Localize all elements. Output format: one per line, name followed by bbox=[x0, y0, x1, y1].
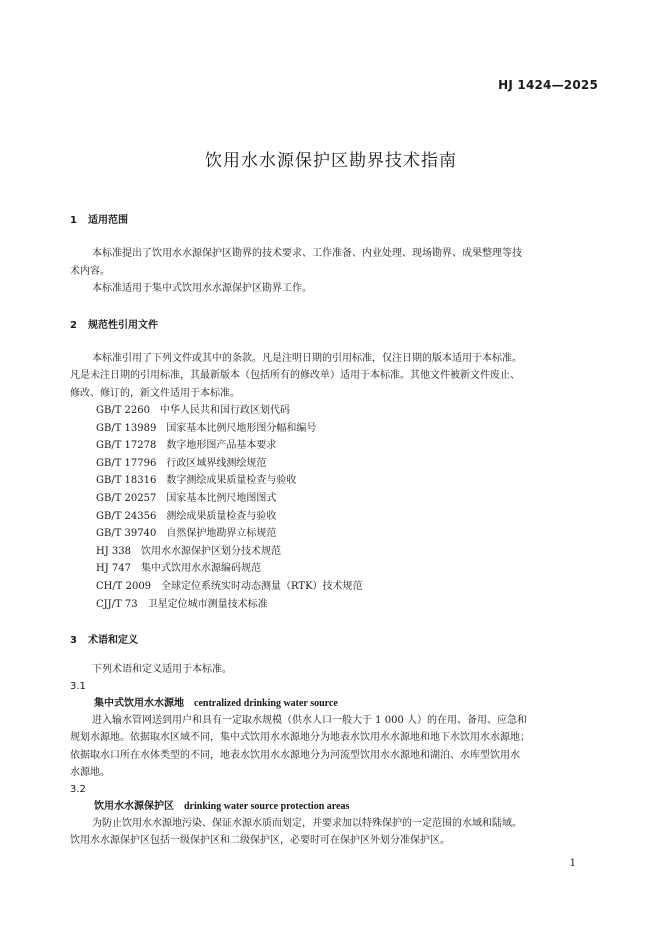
paragraph: 下列术语和定义适用于本标准。 bbox=[92, 664, 232, 676]
standard-code: HJ 1424—2025 bbox=[498, 78, 598, 92]
term-number: 3.1 bbox=[70, 680, 86, 692]
reference-code: GB/T 2260 bbox=[96, 405, 151, 416]
definition-line: 水源地。 bbox=[70, 767, 110, 779]
section-title: 术语和定义 bbox=[88, 635, 138, 647]
paragraph: 本标准适用于集中式饮用水水源保护区勘界工作。 bbox=[92, 283, 312, 294]
reference-item bbox=[96, 420, 592, 438]
section-title: 规范性引用文件 bbox=[88, 319, 158, 331]
term-heading bbox=[70, 798, 592, 815]
section-title: 适用范围 bbox=[88, 215, 128, 226]
reference-item bbox=[96, 525, 592, 543]
definition-line: 依据取水口所在水体类型的不同，地表水饮用水水源地分为河流型饮用水水源地和湖泊、水库型饮用水 bbox=[70, 749, 520, 761]
reference-name: 国家基本比例尺地形图分幅和编号 bbox=[166, 422, 317, 434]
reference-item bbox=[96, 455, 592, 473]
reference-code: GB/T 39740 bbox=[96, 528, 157, 540]
reference-code: GB/T 17796 bbox=[96, 457, 157, 469]
term-en: centralized drinking water source bbox=[194, 697, 338, 709]
paragraph-line: 本标准引用了下列文件或其中的条款。凡是注明日期的引用标准，仅注日期的版本适用于本标准。 bbox=[92, 352, 522, 364]
paragraph-line: 修改、修订的，新文件适用于本标准。 bbox=[70, 387, 240, 399]
reference-name: 全球定位系统实时动态测量（RTK）技术规范 bbox=[161, 580, 363, 592]
reference-name: 行政区域界线测绘规范 bbox=[166, 457, 267, 469]
reference-code: GB/T 24356 bbox=[96, 510, 157, 522]
reference-name: 集中式饮用水水源编码规范 bbox=[141, 563, 261, 575]
reference-name: 数字地形图产品基本要求 bbox=[166, 440, 277, 452]
reference-item bbox=[96, 472, 592, 490]
term-zh: 饮用水水源保护区 bbox=[94, 800, 174, 812]
term-number: 3.2 bbox=[70, 783, 86, 795]
reference-name: 国家基本比例尺地图图式 bbox=[166, 492, 277, 504]
definition-line: 饮用水水源保护区包括一级保护区和二级保护区，必要时可在保护区外划分准保护区。 bbox=[70, 835, 450, 847]
definition-line: 为防止饮用水水源地污染、保证水源水质而划定，并要求加以特殊保护的一定范围的水域和陆域。 bbox=[92, 817, 522, 829]
reference-name: 饮用水水源保护区划分技术规范 bbox=[141, 545, 281, 557]
normative-references-list bbox=[70, 402, 592, 613]
reference-item bbox=[96, 490, 592, 508]
section-2-heading bbox=[70, 318, 592, 334]
document-title: 饮用水水源保护区勘界技术指南 bbox=[205, 151, 457, 171]
reference-item bbox=[96, 437, 592, 455]
section-1-heading bbox=[70, 213, 592, 229]
term-en: drinking water source protection areas bbox=[184, 800, 350, 812]
reference-code: CH/T 2009 bbox=[96, 580, 152, 592]
reference-code: HJ 747 bbox=[96, 563, 131, 575]
reference-name: 自然保护地勘界立标规范 bbox=[166, 528, 277, 540]
reference-item bbox=[96, 508, 592, 526]
reference-name: 卫星定位城市测量技术标准 bbox=[147, 598, 268, 610]
reference-item bbox=[96, 402, 592, 420]
section-number: 2 bbox=[70, 319, 77, 331]
document-body bbox=[70, 213, 592, 850]
reference-item bbox=[96, 543, 592, 561]
section-number: 1 bbox=[70, 215, 77, 226]
term-heading bbox=[70, 695, 592, 712]
reference-code: CJJ/T 73 bbox=[96, 598, 138, 610]
section-3-heading bbox=[70, 633, 592, 649]
paragraph-line: 凡是未注日期的引用标准，其最新版本（包括所有的修改单）适用于本标准。其他文件被新文件废止、 bbox=[70, 370, 520, 381]
reference-code: GB/T 13989 bbox=[96, 422, 157, 434]
reference-item bbox=[96, 578, 592, 596]
definition-line: 规划水源地。依据取水区域不同，集中式饮用水水源地分为地表水饮用水水源地和地下水饮用水水源地； bbox=[70, 732, 530, 744]
reference-item bbox=[96, 560, 592, 578]
paragraph-line: 本标准提出了饮用水水源保护区勘界的技术要求、工作准备、内业处理、现场勘界、成果整理等技 bbox=[92, 248, 522, 259]
definition-line: 进入输水管网送到用户和具有一定取水规模（供水人口一般大于 1 000 人）的在用、备用、应急和 bbox=[92, 714, 527, 726]
term-zh: 集中式饮用水水源地 bbox=[94, 697, 184, 709]
paragraph-line: 术内容。 bbox=[70, 265, 110, 277]
reference-name: 数字测绘成果质量检查与验收 bbox=[166, 475, 297, 487]
reference-code: HJ 338 bbox=[96, 545, 131, 557]
reference-name: 测绘成果质量检查与验收 bbox=[166, 510, 277, 522]
reference-code: GB/T 18316 bbox=[96, 475, 157, 487]
reference-code: GB/T 20257 bbox=[96, 492, 157, 504]
section-number: 3 bbox=[70, 635, 77, 647]
reference-code: GB/T 17278 bbox=[96, 440, 157, 452]
page-number: 1 bbox=[569, 858, 576, 869]
reference-item bbox=[96, 596, 592, 614]
reference-name: 中华人民共和国行政区划代码 bbox=[160, 405, 291, 416]
